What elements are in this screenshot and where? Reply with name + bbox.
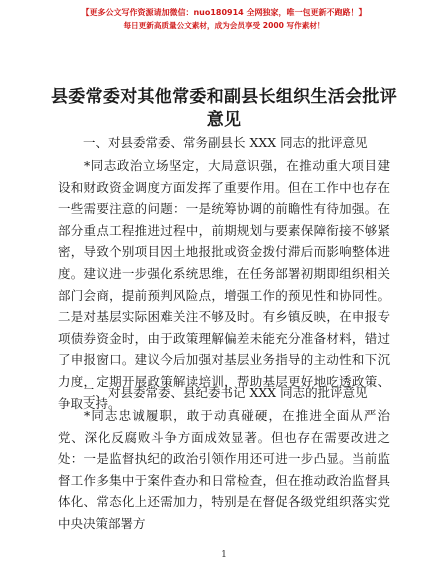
section2-paragraph: *同志忠诚履职，敢于动真碰硬，在推进全面从严治党、深化反腐败斗争方面成效显著。但也存在需要改进之处：一是监督执纪的政治引领作用还可进一步凸显。当前监督工作多集中于案件查办和日常检查，但在推动政治监督具体化、常态化上还需加力，特别是在督促各级党组织落实党中央决策部署方 bbox=[58, 408, 390, 531]
promo-banner-line1: 【更多公文写作资源请加微信：nuo180914 全网独家，唯一包更新不跑路！】 bbox=[81, 8, 367, 17]
section2-body bbox=[58, 405, 390, 535]
section1-heading: 一、对县委常委、常务副县长 XXX 同志的批评意见 bbox=[83, 135, 368, 150]
section1-body bbox=[58, 155, 390, 414]
document-title: 县委常委对其他常委和副县长组织生活会批评意见 bbox=[51, 87, 397, 130]
section2-heading: 二、对县委常委、县纪委书记 XXX 同志的批评意见 bbox=[83, 385, 368, 400]
promo-banner-line2: 每日更新高质量公文素材，成为会员享受 2000 写作素材！ bbox=[123, 21, 325, 30]
promo-banner bbox=[0, 6, 448, 32]
page-number: 1 bbox=[221, 550, 227, 560]
section1-paragraph: *同志政治立场坚定，大局意识强，在推动重大项目建设和财政资金调度方面发挥了重要作用。但在工作中也存在一些需要注意的问题：一是统筹协调的前瞻性有待加强。在部分重点工程推进过程中，前期规划与要素保障衔接不够紧密，导致个别项目因土地报批或资金拨付滞后而影响整体进度。建议进一步强化系统思维，在任务部署初期即组织相关部门会商，提前预判风险点，增强工作的预见性和协同性。二是对基层实际困难关注不够及时。有乡镇反映，在申报专项债券资金时，由于政策理解偏差未能充分准备材料，错过了申报窗口。建议今后加强对基层业务指导的主动性和下沉力度，定期开展政策解读培训，帮助基层更好地吃透政策、争取支持。 bbox=[58, 158, 390, 411]
